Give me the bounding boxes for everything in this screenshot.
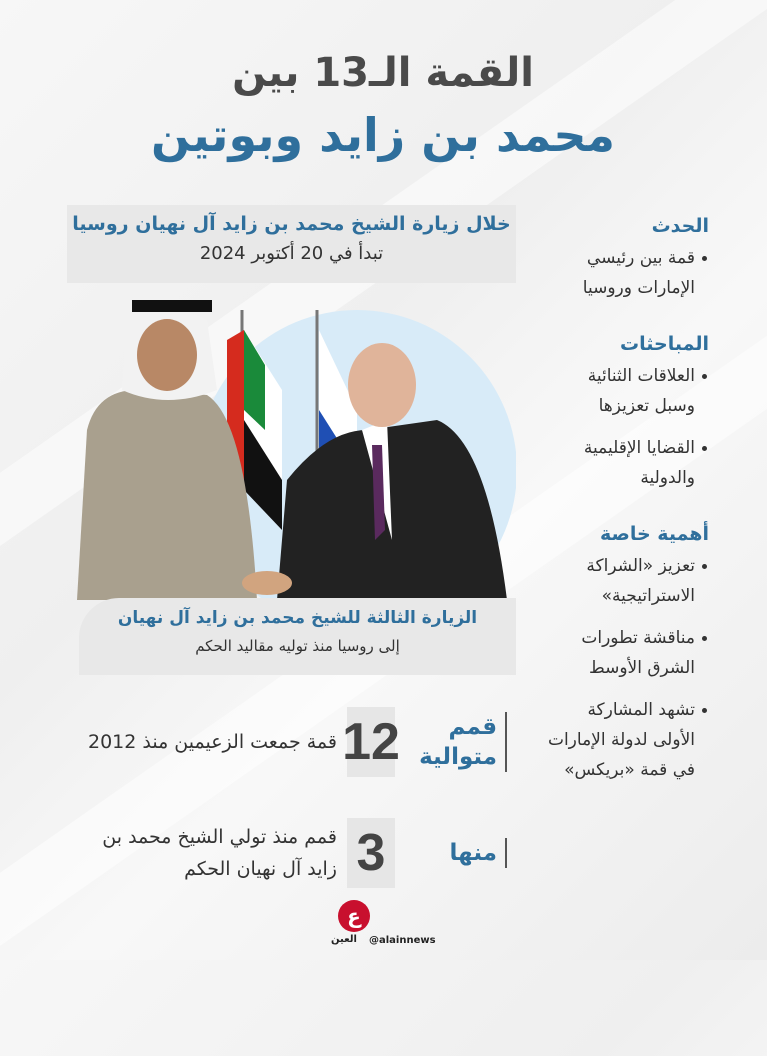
- section-importance: [545, 523, 710, 785]
- caption-headline: الزيارة الثالثة للشيخ محمد بن زايد آل نهيان: [118, 608, 479, 628]
- caption-sub: إلى روسيا منذ توليه مقاليد الحكم: [196, 637, 401, 655]
- section-event: [545, 215, 710, 303]
- title-line-1: القمة الـ13 بين: [233, 50, 535, 96]
- title-line-2: محمد بن زايد وبوتين: [152, 108, 616, 162]
- section-title: أهمية خاصة: [600, 523, 710, 545]
- caption-box: [80, 598, 517, 675]
- section-title: المباحثات: [621, 333, 710, 355]
- brand-name: العين: [332, 934, 358, 945]
- stat-number: 3: [348, 818, 396, 888]
- leaders-photo: [68, 300, 517, 600]
- list-item: تشهد المشاركة الأولى لدولة الإمارات في قمة «بريكس»: [545, 695, 696, 785]
- svg-text:ع: ع: [348, 904, 362, 928]
- visit-date: تبدأ في 20 أكتوبر 2024: [200, 243, 385, 264]
- stat-summits-since-rule: [68, 818, 508, 888]
- side-column: [545, 215, 710, 797]
- list-item: العلاقات الثنائية وسبل تعزيزها: [545, 361, 696, 421]
- stat-text: قمم منذ تولي الشيخ محمد بن زايد آل نهيان الحكم: [103, 826, 338, 880]
- list-item: القضايا الإقليمية والدولية: [545, 433, 696, 493]
- visit-info-box: [68, 205, 517, 283]
- stat-label: قمم متوالية: [406, 712, 508, 772]
- section-talks: [545, 333, 710, 493]
- section-title: الحدث: [652, 215, 710, 237]
- stat-number: 12: [348, 707, 396, 777]
- stat-label: منها: [406, 838, 508, 868]
- list-item: قمة بين رئيسي الإمارات وروسيا: [545, 243, 696, 303]
- list-item: مناقشة تطورات الشرق الأوسط: [545, 623, 696, 683]
- stat-text: قمة جمعت الزعيمين منذ 2012: [88, 731, 338, 753]
- visit-headline: خلال زيارة الشيخ محمد بن زايد آل نهيان روسيا: [73, 213, 512, 235]
- alain-logo-icon: [335, 898, 375, 934]
- social-handle: @alainnews: [370, 935, 437, 946]
- stat-consecutive-summits: [68, 707, 508, 777]
- footer-logo: [330, 898, 440, 953]
- list-item: تعزيز «الشراكة الاستراتيجية»: [545, 551, 696, 611]
